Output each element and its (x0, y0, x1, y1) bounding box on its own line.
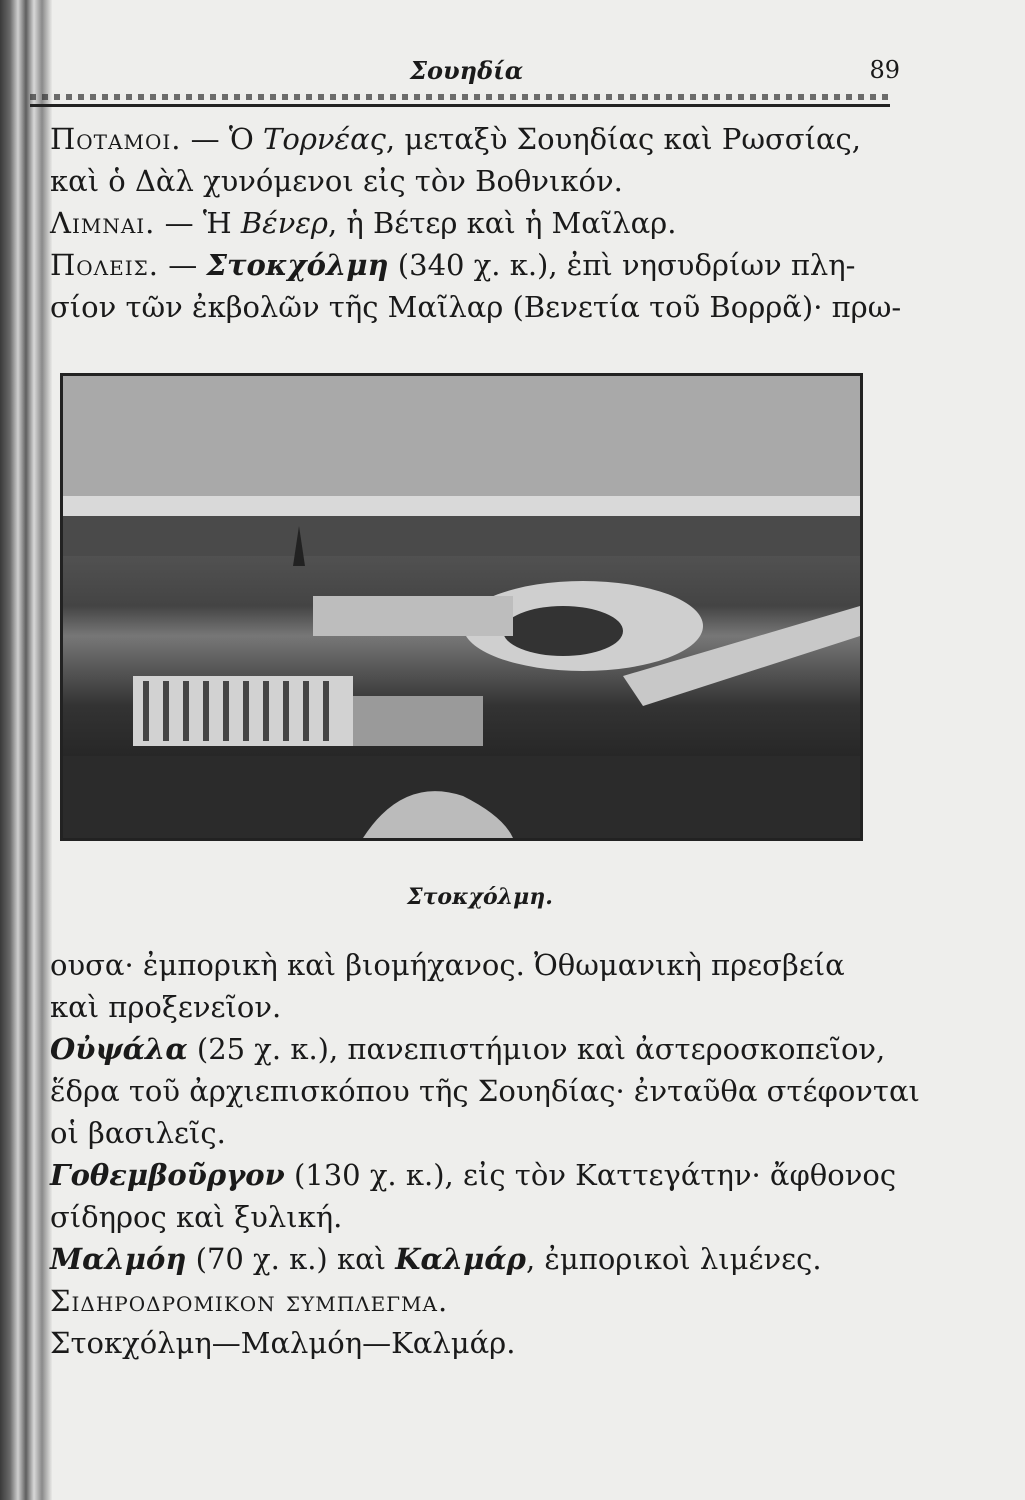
rivers-line: Ποταμοι. — Ὁ Τορνέας, μεταξὺ Σουηδίας καὶ Ρωσσίας, (50, 122, 861, 156)
railway-heading: Σιδηροδρομικον συμπλεγμα. (50, 1284, 449, 1318)
rivers-line-2: καὶ ὁ Δὰλ χυνόμενοι εἰς τὸν Βοθνικόν. (50, 164, 623, 198)
railway-line: Στοκχόλμη—Μαλμόη—Καλμάρ. (50, 1326, 516, 1360)
book-binding-edge (0, 0, 52, 1500)
lakes-line: Λιμναι. — Ἡ Βένερ, ἡ Βέτερ καὶ ἡ Μαῖλαρ. (50, 206, 677, 240)
uppsala-line: Οὐψάλα (25 χ. κ.), πανεπιστήμιον καὶ ἀστεροσκοπεῖον, (50, 1032, 886, 1066)
gothenburg-line-2: σίδηρος καὶ ξυλική. (50, 1200, 343, 1234)
uppsala-line-2: ἕδρα τοῦ ἀρχιεπισκόπου τῆς Σουηδίας· ἐνταῦθα στέφονται (50, 1074, 920, 1108)
stockholm-photograph (60, 373, 863, 841)
gothenburg-line: Γοθεμβοῦργον (130 χ. κ.), εἰς τὸν Καττεγάτην· ἄφθονος (50, 1158, 897, 1192)
stockholm-photo-illustration (63, 376, 860, 838)
cities-line-2: σίον τῶν ἐκβολῶν τῆς Μαῖλαρ (Βενετία τοῦ Βορρᾶ)· πρω- (50, 290, 902, 324)
malmo-kalmar-line: Μαλμόη (70 χ. κ.) καὶ Καλμάρ, ἐμπορικοὶ λιμένες. (50, 1242, 822, 1276)
top-paragraphs (50, 118, 910, 328)
running-title: Σουηδία (410, 56, 524, 85)
uppsala-line-3: οἱ βασιλεῖς. (50, 1116, 226, 1150)
stockholm-continuation-2: καὶ προξενεῖον. (50, 990, 282, 1024)
page-header (60, 56, 900, 96)
header-rule (30, 100, 890, 107)
cities-line: Πολεις. — Στοκχόλμη (340 χ. κ.), ἐπὶ νησυδρίων πλη- (50, 248, 856, 282)
page-number: 89 (869, 56, 900, 84)
stockholm-continuation: ουσα· ἐμπορικὴ καὶ βιομήχανος. Ὀθωμανικὴ πρεσβεία (50, 948, 845, 982)
photo-caption: Στοκχόλμη. (407, 884, 553, 910)
bottom-paragraphs (50, 944, 920, 1364)
